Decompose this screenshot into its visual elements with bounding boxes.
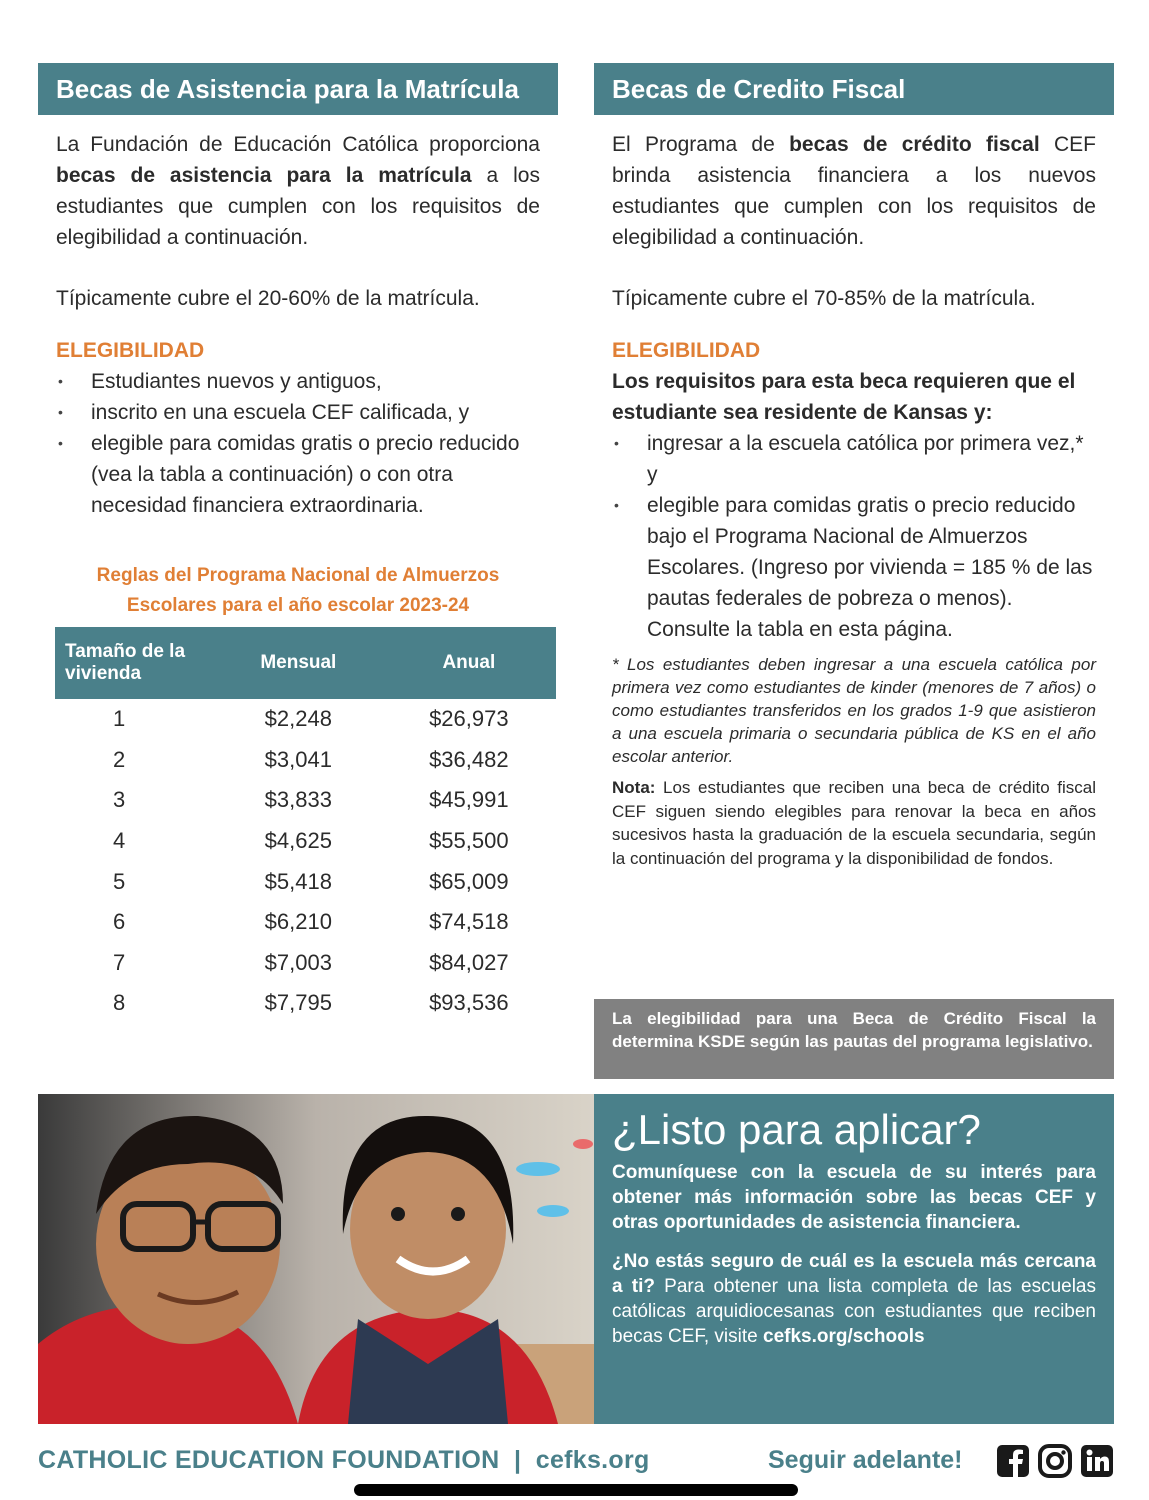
table-row: 6 $6,210 $74,518 (113, 909, 509, 935)
ksde-eligibility-box: La elegibilidad para una Beca de Crédito Fiscal la determina KSDE según las pautas del programa legislativo. (594, 999, 1114, 1079)
table-row: 5 $5,418 $65,009 (113, 868, 509, 894)
table-title: Reglas del Programa Nacional de Almuerzos Escolares para el año escolar 2023-24 (96, 565, 500, 616)
tax-credit-header: Becas de Credito Fiscal (594, 63, 1114, 115)
students-photo (38, 1094, 594, 1424)
table-header-row (55, 627, 556, 699)
list-item: • elegible para comidas gratis o precio reducido (vea la tabla a continuación) o con otra necesidad financiera extraordinaria. (56, 428, 540, 521)
home-indicator[interactable] (354, 1484, 798, 1496)
ready-to-apply-box (594, 1094, 1114, 1424)
tuition-assistance-column (38, 63, 558, 1024)
instagram-icon[interactable] (1038, 1444, 1072, 1478)
income-table (55, 627, 556, 1024)
eligibility-title: ELEGIBILIDAD (612, 339, 761, 362)
table-row: 8 $7,795 $93,536 (113, 990, 509, 1016)
tax-credit-coverage: Típicamente cubre el 70-85% de la matrícula. (612, 287, 1036, 310)
apply-school-text: ¿No estás seguro de cuál es la escuela más cercana a ti? Para obtener una lista completa de las escuelas católicas arquidiocesanas con estudiantes que reciben becas CEF, visite cefks.org/schools (612, 1251, 1096, 1347)
footer-org: CATHOLIC EDUCATION FOUNDATION | cefks.org (38, 1446, 650, 1474)
kansas-requirement: Los requisitos para esta beca requieren que el estudiante sea residente de Kansas y: (612, 370, 1076, 424)
table-row: 2 $3,041 $36,482 (113, 746, 509, 772)
site-link[interactable]: cefks.org (535, 1446, 650, 1474)
table-row: 3 $3,833 $45,991 (113, 787, 509, 813)
list-item: • inscrito en una escuela CEF calificada, y (56, 397, 540, 428)
tuition-assistance-intro: La Fundación de Educación Católica proporciona becas de asistencia para la matrícula a los estudiantes que cumplen con los requisitos de elegibilidad a continuación. (56, 133, 540, 249)
table-row: 1 $2,248 $26,973 (113, 706, 509, 732)
col-annual: Anual (382, 627, 556, 699)
footnote: * Los estudiantes deben ingresar a una escuela católica por primera vez como estudiantes de kinder (menores de 7 años) o como estudiantes transferidos en los grados 1-9 que asistieron a una escuela primaria o secundaria pública de KS en el año escolar anterior. (612, 655, 1096, 766)
schools-link[interactable]: cefks.org/schools (763, 1326, 925, 1347)
apply-title: ¿Listo para aplicar? (612, 1106, 981, 1153)
tax-credit-column (594, 63, 1114, 870)
col-monthly: Mensual (215, 627, 382, 699)
list-item: • Estudiantes nuevos y antiguos, (56, 366, 540, 397)
eligibility-list (38, 366, 558, 521)
col-household-size: Tamaño de la vivienda (55, 627, 215, 699)
linkedin-icon[interactable] (1080, 1444, 1114, 1478)
footer (38, 1440, 1118, 1484)
apply-contact-text: Comuníquese con la escuela de su interés para obtener más información sobre las becas CEF y otras oportunidades de asistencia financiera. (612, 1162, 1096, 1233)
tuition-coverage: Típicamente cubre el 20-60% de la matrícula. (56, 287, 480, 310)
footer-slogan: Seguir adelante! (768, 1446, 963, 1474)
tuition-assistance-header: Becas de Asistencia para la Matrícula (38, 63, 558, 115)
facebook-icon[interactable] (996, 1444, 1030, 1478)
list-item: • ingresar a la escuela católica por primera vez,* y (612, 428, 1096, 490)
tax-credit-eligibility-list (594, 428, 1114, 645)
table-row: 4 $4,625 $55,500 (113, 828, 509, 854)
list-item: • elegible para comidas gratis o precio reducido bajo el Programa Nacional de Almuerzos Escolares. (Ingreso por vivienda = 185 % de las pautas federales de pobreza o menos). Consulte la tabla en esta página. (612, 490, 1096, 645)
tax-credit-intro: El Programa de becas de crédito fiscal CEF brinda asistencia financiera a los nuevos estudiantes que cumplen con los requisitos de elegibilidad a continuación. (612, 133, 1096, 249)
table-row: 7 $7,003 $84,027 (113, 949, 509, 975)
note: Nota: Los estudiantes que reciben una beca de crédito fiscal CEF siguen siendo elegibles para renovar la beca en años sucesivos hasta la graduación de la escuela secundaria, según la continuación del programa y la disponibilidad de fondos. (612, 778, 1096, 868)
eligibility-title: ELEGIBILIDAD (56, 339, 205, 362)
